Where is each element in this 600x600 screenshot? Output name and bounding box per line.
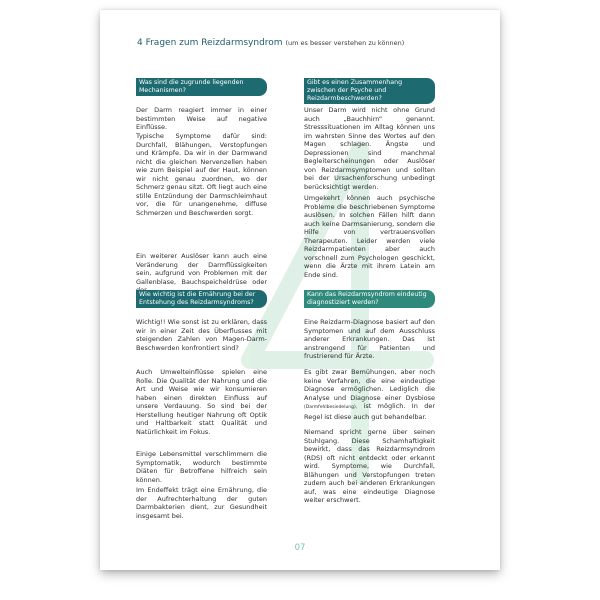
paragraph-small-note: (Darmfehlbesiedelung), (304, 405, 358, 411)
paragraph-text-continued: ist möglich. In der Regel ist diese auch gut behandelbar. (304, 402, 435, 421)
document-page (100, 10, 500, 570)
paragraph: Umgekehrt können auch psychische Probleme die beschriebenen Symptome auslösen. In solchen Fällen hilft dann auch keine Darmsanierung, sondern die Hilfe von vertrauensvollen Therapeuten. Leider werden viele Reizdarmpatienten aber auch vorschnell zum Psychologen geschickt, wenn die Ärzte mit ihrem Latein am Ende sind. (304, 194, 435, 279)
question-heading-mechanisms: Was sind die zugrunde liegenden Mechanismen? (136, 78, 267, 96)
page-number: 07 (294, 543, 306, 553)
page-title-main: 4 Fragen zum Reizdarmsyndrom (137, 38, 283, 48)
question-heading-nutrition: Wie wichtig ist die Ernährung bei der Entstehung des Reizdarmsyndroms? (136, 290, 267, 308)
paragraph: Eine Reizdarm-Diagnose basiert auf den Symptomen und auf dem Ausschluss anderer Erkrankungen. Das ist anstrengend für Patienten und frustrierend für Ärzte. (304, 318, 435, 361)
page-title (137, 38, 477, 48)
paragraph: Typische Symptome dafür sind: Durchfall, Blähungen, Verstopfungen und Krämpfe. Da wir in der Darmwand nicht die gleichen Nervenzellen haben wie zum Beispiel auf der Haut, können wir nicht genau zuordnen, wo der Schmerz genau sitzt. Oft liegt auch eine stille Entzündung der Darmschleimhaut vor, die für unangenehme, diffuse Schmerzen und Beschwerden sorgt. (136, 132, 267, 217)
paragraph: Ein weiterer Auslöser kann auch eine Veränderung der Darmflüssigkeiten sein, aufgrund von Problemen mit der Gallenblase, Bauchspeicheldrüse oder (136, 252, 267, 286)
paragraph: Niemand spricht gerne über seinen Stuhlgang. Diese Schamhaftigkeit bewirkt, dass das Reizdarmsyndrom (RDS) oft nicht entdeckt oder erkannt wird. Symptome, wie Durchfall, Blähungen und Verstopfungen treten zudem auch bei anderen Erkrankungen auf, was eine eindeutige Diagnose weiter erschwert. (304, 428, 435, 505)
question-heading-diagnosis: Kann das Reizdarmsyndrom eindeutig diagnostiziert werden? (304, 290, 435, 308)
paragraph: Im Endeffekt trägt eine Ernährung, die der Aufrechterhaltung der guten Darmbakterien dient, zur Gesundheit insgesamt bei. (136, 486, 267, 520)
paragraph: Auch Umwelteinflüsse spielen eine Rolle. Die Qualität der Nahrung und die Art und Weise wie wir konsumieren haben einen direkten Einfluss auf unsere Verdauung. So sind bei der Herstellung heutiger Nahrung oft Optik und Haltbarkeit statt Qualität und Natürlichkeit im Fokus. (136, 368, 267, 436)
paragraph: Unser Darm wird nicht ohne Grund auch „Bauchhirn“ genannt. Stresssituationen im Alltag können uns im wahrsten Sinne des Wortes auf den Magen schlagen. Ängste und Depressionen sind manchmal Begleiterscheinungen oder Auslöser von Reizdarmsymptomen und sollten bei der Ursachenforschung unbedingt berücksichtigt werden. (304, 106, 435, 191)
page-title-subtitle: (um es besser verstehen zu können) (285, 39, 405, 47)
question-heading-psyche: Gibt es einen Zusammenhang zwischen der Psyche und Reizdarmbeschwerden? (304, 78, 435, 104)
paragraph: Der Darm reagiert immer in einer bestimmten Weise auf negative Einflüsse. (136, 106, 267, 132)
paragraph: Wichtig!! Wie sonst ist zu erklären, dass wir in einer Zeit des Überflusses mit steigenden Zahlen von Magen-Darm-Beschwerden konfrontiert sind? (136, 318, 267, 352)
paragraph (304, 368, 435, 421)
paragraph: Einige Lebensmittel verschlimmern die Symptomatik, wodurch bestimmte Diäten für Betroffene hilfreich sein können. (136, 450, 267, 484)
paragraph-text: Es gibt zwar Bemühungen, aber noch keine Verfahren, die eine eindeutige Diagnose ermöglichen. Lediglich die Analyse und Diagnose einer Dysbiose (304, 368, 435, 402)
